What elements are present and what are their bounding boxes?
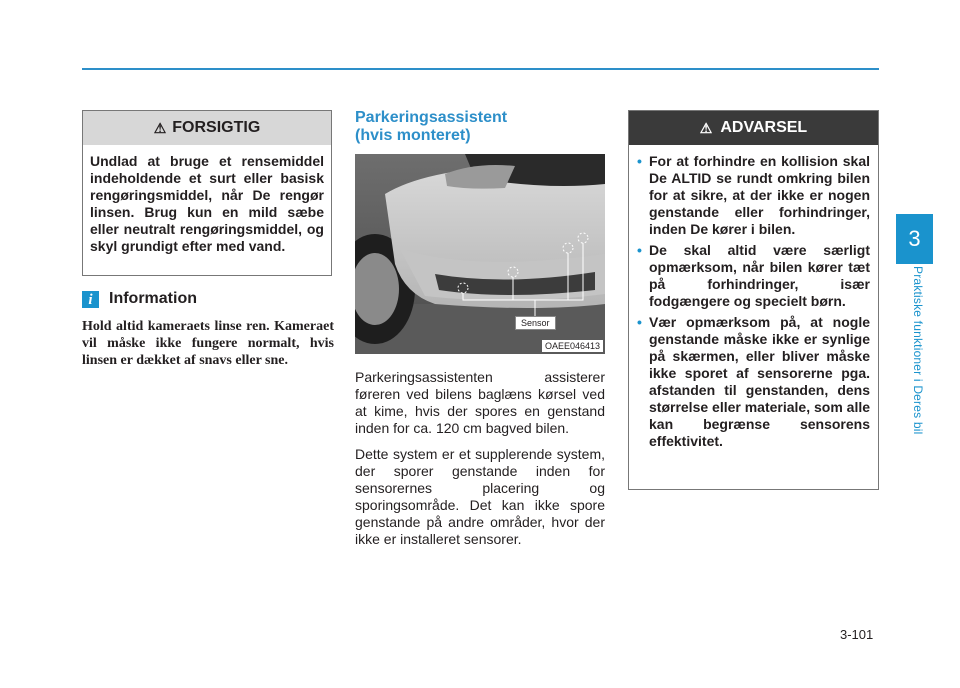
information-text: Hold altid kameraets linse ren. Kameraet vil måske ikke fungere normalt, hvis linsen er dækket af snavs eller sne. [82,319,334,368]
paragraph-2: Dette system er et supplerende system, der sporer genstande inden for sensorernes placering og sporingsområde. Det kan ikke spore genstande på andre områder, hvor der ikke er installeret sensorer. [355,446,605,547]
warning-list [629,145,878,450]
list-item [637,242,870,310]
page-number: 3-101 [840,627,874,642]
list-item [637,153,870,238]
sensor-label: Sensor [515,316,556,330]
info-icon: i [82,291,99,308]
list-item [637,314,870,450]
warning-item-text: De skal altid være særligt opmærksom, når bilen kører tæt på forhindringer, især fodgængere og specielt børn. [649,242,870,309]
section-title [355,109,605,145]
warning-triangle-icon: ⚠ [153,119,167,136]
warning-header [629,111,878,145]
warning-title: ADVARSEL [720,119,808,136]
header-rule [82,68,879,70]
chapter-tab: 3 [896,214,933,264]
bullet-icon: • [637,314,642,330]
paragraph-1: Parkeringsassistenten assisterer føreren ved bilens baglæns kørsel ved at kime, hvis der spores en genstand inden for ca. 120 cm bagved bilen. [355,369,605,436]
information-heading [82,290,197,308]
bullet-icon: • [637,153,642,169]
chapter-title: Praktiske funktioner i Deres bil [911,266,925,435]
caution-title: FORSIGTIG [172,119,261,136]
information-title: Information [109,290,197,307]
caution-text: Undlad at bruge et rensemiddel indeholdende et surt eller basisk rengøringsmiddel, når De rengør linsen. Brug kun en mild sæbe eller neutralt rengøringsmiddel, og skyl grundigt efter med vand. [90,153,324,254]
warning-triangle-icon: ⚠ [699,119,713,136]
car-rear-illustration [355,154,605,354]
warning-item-text: Vær opmærksom på, at nogle genstande måske ikke er synlige på skærmen, eller bliver måske ikke sporet af sensorerne pga. afstanden til genstanden, dens størrelse eller materiale, som alle kan begrænse sensorens effektivitet. [649,314,871,449]
figure-code: OAEE046413 [542,340,603,352]
caution-box [82,110,332,276]
caution-header [83,111,331,145]
parking-sensor-figure [355,154,605,354]
warning-box [628,110,879,490]
section-title-line1: Parkeringsassistent [355,109,508,126]
warning-item-text: For at forhindre en kollision skal De ALTID se rundt omkring bilen for at sikre, at der ikke er nogen genstande eller forhindringer, inden De kører i bilen. [649,153,870,237]
section-title-line2: (hvis monteret) [355,127,471,144]
bullet-icon: • [637,242,642,258]
